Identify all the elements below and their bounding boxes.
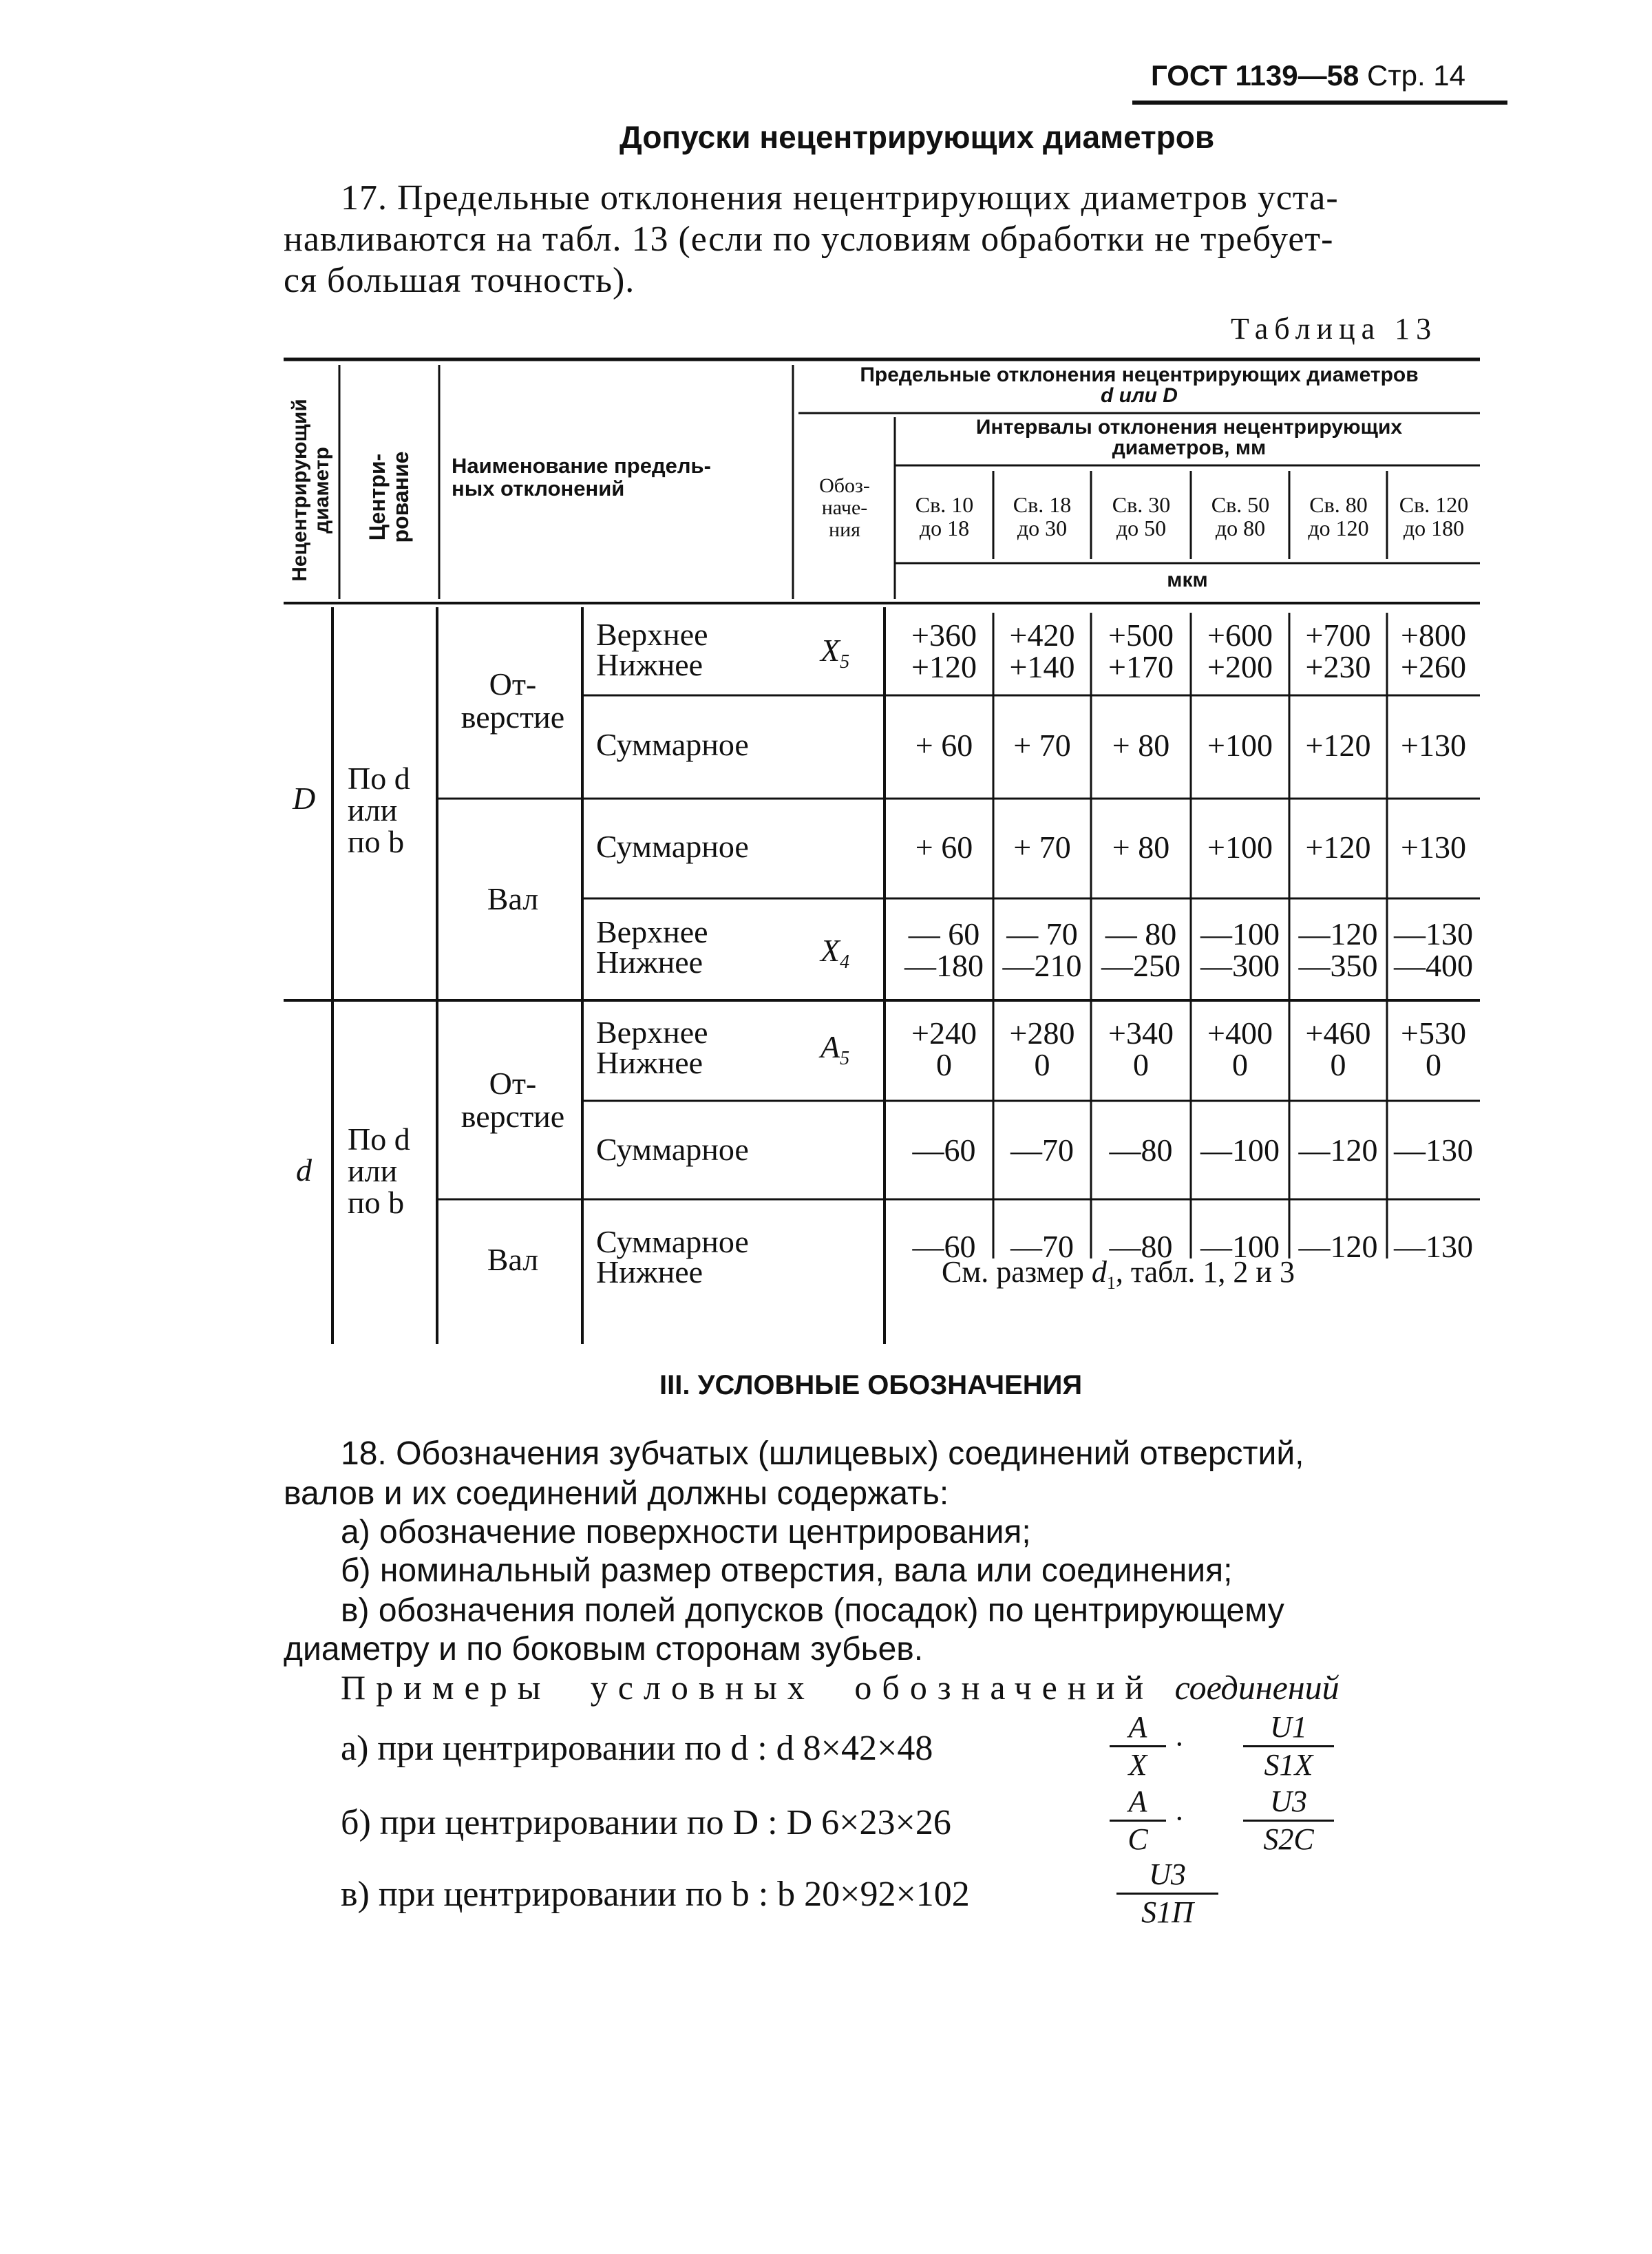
value-upper: +530 <box>1401 1015 1466 1051</box>
row-d3-note: См. размер $d_1$, табл. 1, 2 и 3 <box>942 1255 1295 1293</box>
row-d3-total: Суммарное <box>596 1224 749 1259</box>
value-cell <box>895 730 993 761</box>
value-cell <box>1289 832 1387 863</box>
row-d1-lower: Нижнее <box>596 1045 703 1080</box>
value-cell <box>1091 730 1191 761</box>
row-d3-lower: Нижнее <box>596 1254 703 1289</box>
value-cell <box>1091 620 1191 683</box>
part-hole-d-line-2: верстие <box>460 1099 565 1134</box>
paragraph-18-item-v-line-2: диаметру и по боковым сторонам зубьев. <box>284 1631 924 1667</box>
value-lower: —180 <box>904 948 984 983</box>
row-D1-upper: Верхнее <box>596 617 708 652</box>
header-intervals <box>898 417 1480 459</box>
value-lower: +200 <box>1207 649 1273 684</box>
value-lower: —250 <box>1101 948 1180 983</box>
value-upper: +360 <box>911 618 977 653</box>
value-upper: —120 <box>1298 1133 1378 1168</box>
value-lower: +260 <box>1401 649 1466 684</box>
example-b-f2-den: S2C <box>1263 1822 1314 1856</box>
centering-d-line-3: по b <box>348 1185 405 1220</box>
value-cell <box>1191 832 1289 863</box>
doc-ref-code: ГОСТ 1139—58 <box>1151 59 1359 92</box>
value-cell <box>1289 918 1387 982</box>
table-caption: Таблица 13 <box>1231 312 1438 346</box>
value-upper: —100 <box>1200 1133 1280 1168</box>
example-a-f2-num: U1 <box>1270 1710 1307 1744</box>
example-a-f2-den: S1X <box>1264 1748 1313 1782</box>
row-D1-lower: Нижнее <box>596 647 703 682</box>
value-upper: —130 <box>1394 1229 1473 1264</box>
examples-heading-text: Примеры условных обозначений <box>341 1668 1154 1707</box>
value-cell <box>993 1231 1091 1263</box>
value-upper: — 60 <box>908 916 980 951</box>
header-range-4 <box>1192 493 1289 540</box>
value-upper: + 80 <box>1112 830 1170 865</box>
part-hole-D-line-2: верстие <box>460 699 565 735</box>
header-designation-line-3: ния <box>829 518 860 541</box>
header-designation-line-2: наче- <box>821 496 868 519</box>
value-upper: —60 <box>912 1229 976 1264</box>
header-deviation-name <box>452 454 775 500</box>
paragraph-18-item-a: а) обозначение поверхности центрирования; <box>341 1514 1031 1550</box>
centering-d-line-2: или <box>348 1153 398 1188</box>
value-lower: +170 <box>1108 649 1174 684</box>
part-hole-D <box>447 668 578 734</box>
header-deviation-name-line-1: Наименование предель- <box>452 454 711 478</box>
part-shaft-d: Вал <box>487 1242 539 1277</box>
value-lower: 0 <box>1330 1047 1346 1082</box>
example-a-f1-den: X <box>1128 1748 1147 1782</box>
value-cell <box>1091 1015 1191 1082</box>
paragraph-18-item-v-line-1: в) обозначения полей допусков (посадок) по центрирующему <box>341 1592 1284 1629</box>
value-cell <box>1091 832 1191 863</box>
row-D4-upper: Верхнее <box>596 914 708 949</box>
centering-d-line-1: По d <box>348 1121 410 1157</box>
header-intervals-line-1: Интервалы отклонения нецентрирующих <box>975 416 1403 439</box>
row-d1-upper: Верхнее <box>596 1015 708 1050</box>
value-lower: 0 <box>936 1047 952 1082</box>
range-2-to: до 30 <box>1017 516 1068 540</box>
value-upper: +100 <box>1207 830 1273 865</box>
value-upper: +280 <box>1009 1015 1075 1051</box>
range-1-from: Св. 10 <box>915 492 974 517</box>
value-upper: —80 <box>1109 1133 1173 1168</box>
value-cell <box>1191 620 1289 683</box>
value-cell <box>1191 918 1289 982</box>
value-upper: +700 <box>1305 618 1371 653</box>
range-4-from: Св. 50 <box>1211 492 1270 517</box>
range-1-to: до 18 <box>919 516 970 540</box>
value-lower: +230 <box>1305 649 1371 684</box>
example-v-f1-num: U3 <box>1149 1857 1186 1891</box>
value-upper: +420 <box>1009 618 1075 653</box>
header-intervals-line-2: диаметров, мм <box>1112 436 1267 459</box>
value-upper: +400 <box>1207 1015 1273 1051</box>
header-centering: Центри- рование <box>365 451 413 543</box>
part-shaft-D: Вал <box>487 881 539 916</box>
value-cell <box>1387 1015 1480 1082</box>
value-upper: —80 <box>1109 1229 1173 1264</box>
page-number: Стр. 14 <box>1367 59 1466 92</box>
part-hole-d <box>447 1067 578 1133</box>
header-range-3 <box>1092 493 1190 540</box>
row-D4-symbol: $X_4$ <box>820 933 850 973</box>
value-cell <box>993 832 1091 863</box>
header-limit-deviations-line-2: d или D <box>1101 384 1178 407</box>
example-b-f2-num: U3 <box>1270 1784 1307 1818</box>
example-b-f1-num: A <box>1128 1784 1147 1818</box>
examples-heading-italic: соединений <box>1174 1668 1339 1707</box>
value-cell <box>1387 1135 1480 1166</box>
example-v-text: в) при центрировании по b : b 20×92×102 <box>341 1875 970 1914</box>
row-d2-deviation: Суммарное <box>596 1132 749 1167</box>
value-cell <box>1191 1015 1289 1082</box>
paragraph-17-line-1: 17. Предельные отклонения нецентрирующих диаметров уста- <box>341 178 1339 218</box>
value-lower: 0 <box>1034 1047 1050 1082</box>
value-cell <box>1289 1135 1387 1166</box>
range-6-from: Св. 120 <box>1399 492 1469 517</box>
value-cell <box>1387 1231 1480 1263</box>
value-cell <box>1289 620 1387 683</box>
row-D4-deviation <box>596 914 708 980</box>
range-3-to: до 50 <box>1116 516 1167 540</box>
paragraph-18-line-1: 18. Обозначения зубчатых (шлицевых) соединений отверстий, <box>341 1435 1304 1472</box>
value-cell <box>1091 1135 1191 1166</box>
value-cell <box>1091 1231 1191 1263</box>
example-b-dot: · <box>1174 1802 1185 1835</box>
range-5-to: до 120 <box>1308 516 1369 540</box>
value-upper: — 70 <box>1006 916 1078 951</box>
example-b <box>341 1802 951 1843</box>
value-upper: —100 <box>1200 1229 1280 1264</box>
header-designation <box>796 475 893 541</box>
value-cell <box>993 1135 1091 1166</box>
section-3-title: III. УСЛОВНЫЕ ОБОЗНАЧЕНИЯ <box>659 1370 1083 1400</box>
value-upper: + 70 <box>1013 830 1071 865</box>
paragraph-18-line-2: валов и их соединений должны содержать: <box>284 1475 949 1512</box>
value-upper: +600 <box>1207 618 1273 653</box>
part-hole-d-line-1: От- <box>489 1066 537 1101</box>
value-cell <box>993 620 1091 683</box>
range-6-to: до 180 <box>1403 516 1465 540</box>
value-cell <box>1387 730 1480 761</box>
example-a-f1-num: A <box>1128 1710 1147 1744</box>
header-range-2 <box>994 493 1090 540</box>
value-cell <box>1387 832 1480 863</box>
part-hole-D-line-1: От- <box>489 666 537 702</box>
paragraph-17-line-2: навливаются на табл. 13 (если по условиям обработки не требует- <box>284 220 1334 259</box>
header-range-1 <box>896 493 993 540</box>
value-cell <box>895 918 993 982</box>
value-cell <box>993 1015 1091 1082</box>
value-upper: —130 <box>1394 916 1473 951</box>
value-cell <box>1091 918 1191 982</box>
row-D3-deviation: Суммарное <box>596 829 749 864</box>
value-cell <box>993 918 1091 982</box>
example-b-f1-den: C <box>1127 1822 1148 1856</box>
example-v-f1-den: S1П <box>1141 1895 1194 1929</box>
row-d1-deviation <box>596 1015 708 1080</box>
value-cell <box>1289 1231 1387 1263</box>
centering-D-line-1: По d <box>348 761 410 796</box>
example-a-dot: · <box>1174 1727 1185 1761</box>
value-upper: —100 <box>1200 916 1280 951</box>
header-limit-deviations-line-1: Предельные отклонения нецентрирующих диаметров <box>860 364 1419 386</box>
row-D1-symbol: $X_5$ <box>820 633 850 673</box>
value-cell <box>1191 1135 1289 1166</box>
value-lower: —400 <box>1394 948 1473 983</box>
value-upper: —120 <box>1298 1229 1378 1264</box>
value-upper: +460 <box>1305 1015 1371 1051</box>
value-upper: +340 <box>1108 1015 1174 1051</box>
range-2-from: Св. 18 <box>1013 492 1072 517</box>
value-upper: +130 <box>1401 728 1466 763</box>
value-upper: +500 <box>1108 618 1174 653</box>
header-range-5 <box>1290 493 1387 540</box>
example-b-fraction-1 <box>1110 1786 1166 1855</box>
value-upper: + 70 <box>1013 728 1071 763</box>
header-unit: мкм <box>1167 569 1208 591</box>
value-lower: 0 <box>1426 1047 1441 1082</box>
diameter-D: D <box>293 781 316 816</box>
row-d1-symbol: $A_5$ <box>820 1029 850 1070</box>
value-lower: —210 <box>1002 948 1082 983</box>
value-lower: 0 <box>1232 1047 1248 1082</box>
example-v <box>341 1874 970 1915</box>
value-upper: +120 <box>1305 728 1371 763</box>
centering-D-line-3: по b <box>348 824 405 859</box>
example-v-fraction-1 <box>1116 1859 1218 1928</box>
header-range-6 <box>1388 493 1480 540</box>
value-upper: —130 <box>1394 1133 1473 1168</box>
section-title: Допуски нецентрирующих диаметров <box>620 119 1215 155</box>
value-upper: +130 <box>1401 830 1466 865</box>
value-upper: + 80 <box>1112 728 1170 763</box>
value-upper: + 60 <box>915 728 973 763</box>
value-lower: +120 <box>911 649 977 684</box>
centering-d <box>348 1121 410 1220</box>
row-D2-deviation: Суммарное <box>596 727 749 762</box>
centering-D <box>348 763 410 858</box>
value-upper: —120 <box>1298 916 1378 951</box>
value-cell <box>1289 730 1387 761</box>
paragraph-18-item-b: б) номинальный размер отверстия, вала или соединения; <box>341 1552 1233 1589</box>
header-deviation-name-line-2: ных отклонений <box>452 476 625 501</box>
value-lower: +140 <box>1009 649 1075 684</box>
value-cell <box>895 1231 993 1263</box>
value-cell <box>895 1135 993 1166</box>
header-limit-deviations <box>798 365 1480 406</box>
value-upper: +100 <box>1207 728 1273 763</box>
centering-D-line-2: или <box>348 792 398 828</box>
value-cell <box>895 1015 993 1082</box>
range-5-from: Св. 80 <box>1309 492 1368 517</box>
example-a-fraction-1 <box>1110 1711 1166 1781</box>
value-upper: — 80 <box>1105 916 1177 951</box>
value-cell <box>1387 620 1480 683</box>
value-cell <box>895 832 993 863</box>
range-3-from: Св. 30 <box>1112 492 1171 517</box>
value-cell <box>1191 1231 1289 1263</box>
value-cell <box>1289 1015 1387 1082</box>
value-upper: + 60 <box>915 830 973 865</box>
value-lower: 0 <box>1133 1047 1149 1082</box>
header-noncentering-diameter: Нецентрирующий диаметр <box>288 399 333 582</box>
examples-heading <box>341 1667 1339 1707</box>
example-a-fraction-2 <box>1243 1711 1334 1781</box>
row-D1-deviation <box>596 617 708 682</box>
value-cell <box>1191 730 1289 761</box>
range-4-to: до 80 <box>1215 516 1266 540</box>
row-D4-lower: Нижнее <box>596 945 703 980</box>
header-designation-line-1: Обоз- <box>819 474 870 497</box>
value-upper: —60 <box>912 1133 976 1168</box>
value-upper: +800 <box>1401 618 1466 653</box>
value-cell <box>895 620 993 683</box>
value-cell <box>993 730 1091 761</box>
example-a <box>341 1728 933 1769</box>
value-cell <box>1387 918 1480 982</box>
value-lower: —350 <box>1298 948 1378 983</box>
row-d3-deviation <box>596 1224 749 1289</box>
diameter-d: d <box>296 1152 312 1188</box>
value-upper: —70 <box>1010 1229 1074 1264</box>
value-lower: —300 <box>1200 948 1280 983</box>
example-b-fraction-2 <box>1243 1786 1334 1855</box>
example-b-text: б) при центрировании по D : D 6×23×26 <box>341 1803 951 1842</box>
value-upper: —70 <box>1010 1133 1074 1168</box>
value-upper: +240 <box>911 1015 977 1051</box>
example-a-text: а) при центрировании по d : d 8×42×48 <box>341 1729 933 1768</box>
value-upper: +120 <box>1305 830 1371 865</box>
paragraph-17-line-3: ся большая точность). <box>284 261 635 300</box>
